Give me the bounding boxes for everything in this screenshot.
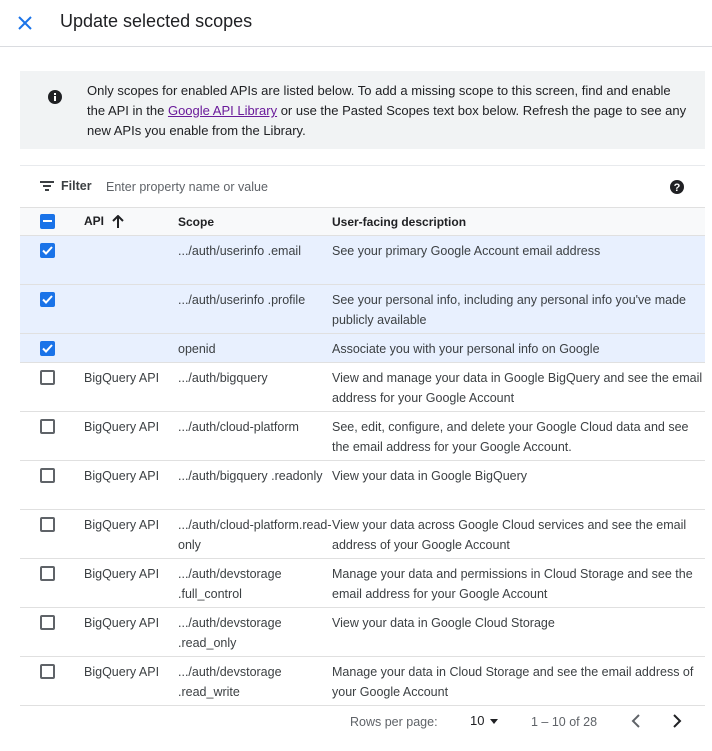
next-page-button[interactable]: [667, 711, 687, 736]
api-library-link[interactable]: Google API Library: [167, 103, 278, 118]
description-cell: See, edit, configure, and delete your Google Cloud data and see the email address for your Google Account.: [332, 420, 689, 454]
chevron-right-icon: [667, 711, 687, 731]
table-row[interactable]: [20, 285, 705, 334]
description-cell: Manage your data in Cloud Storage and see the email address of your Google Account: [332, 665, 694, 699]
row-checkbox[interactable]: [40, 341, 55, 356]
table-body: [20, 236, 705, 706]
table-row[interactable]: [20, 334, 705, 363]
scope-cell: .../auth/devstorage .read_only: [178, 616, 282, 650]
info-text-before: Only scopes for enabled APIs are listed below. To add a missing scope to this screen, find and enable the API in the: [87, 83, 671, 118]
row-checkbox[interactable]: [40, 517, 55, 532]
filter-bar: [20, 165, 705, 207]
api-cell: BigQuery API: [84, 567, 160, 581]
dialog-header: [0, 0, 712, 47]
column-header-description[interactable]: User-facing description: [332, 208, 705, 236]
row-checkbox[interactable]: [40, 664, 55, 679]
rows-per-page-select[interactable]: [470, 713, 502, 728]
row-checkbox-cell: [20, 236, 84, 285]
table-row[interactable]: [20, 510, 705, 559]
api-cell: [84, 236, 178, 285]
info-text: [87, 81, 687, 141]
close-icon: [17, 15, 33, 31]
arrow-up-icon[interactable]: [112, 215, 124, 229]
row-checkbox[interactable]: [40, 566, 55, 581]
scope-cell: .../auth/bigquery: [178, 371, 268, 385]
previous-page-button[interactable]: [626, 711, 646, 736]
row-checkbox[interactable]: [40, 615, 55, 630]
api-cell: BigQuery API: [84, 371, 160, 385]
table-header-row: [20, 208, 705, 236]
info-icon: [47, 89, 63, 105]
select-all-checkbox[interactable]: [40, 214, 55, 229]
table-row[interactable]: [20, 412, 705, 461]
scope-cell: .../auth/userinfo .profile: [178, 293, 306, 307]
filter-label: Filter: [61, 179, 92, 193]
scope-cell: .../auth/bigquery .readonly: [178, 469, 323, 483]
description-cell: View your data in Google BigQuery: [332, 469, 528, 483]
row-checkbox[interactable]: [40, 419, 55, 434]
close-button[interactable]: [14, 12, 36, 34]
help-icon[interactable]: [669, 179, 685, 195]
api-cell: BigQuery API: [84, 518, 160, 532]
dialog-title: Update selected scopes: [60, 11, 253, 31]
api-cell: BigQuery API: [84, 616, 160, 630]
row-checkbox[interactable]: [40, 468, 55, 483]
select-all-cell: [20, 208, 84, 236]
column-header-api[interactable]: [84, 208, 178, 236]
filter-icon: [40, 180, 54, 192]
row-checkbox[interactable]: [40, 243, 55, 258]
pagination: [20, 706, 705, 738]
indeterminate-icon: [43, 220, 52, 223]
table-row[interactable]: [20, 461, 705, 510]
api-cell: [84, 334, 178, 363]
row-checkbox-cell: [20, 559, 84, 608]
description-cell: Associate you with your personal info on Google: [332, 342, 600, 356]
checkmark-icon: [42, 246, 53, 255]
dropdown-arrow-icon: [484, 716, 502, 726]
row-checkbox-cell: [20, 363, 84, 412]
api-cell: BigQuery API: [84, 469, 160, 483]
table-row[interactable]: [20, 236, 705, 285]
api-cell: BigQuery API: [84, 665, 160, 679]
info-banner: [20, 71, 705, 149]
page-range: 1 – 10 of 28: [531, 715, 598, 729]
table-row[interactable]: [20, 559, 705, 608]
rows-per-page-value: 10: [470, 713, 485, 728]
scope-cell: .../auth/cloud-platform: [178, 420, 299, 434]
row-checkbox[interactable]: [40, 370, 55, 385]
scope-cell: .../auth/userinfo .email: [178, 244, 301, 258]
info-text-after: or use the Pasted Scopes text box below. Refresh the page to see any new APIs you enable from the Library.: [87, 103, 687, 138]
description-cell: View your data across Google Cloud services and see the email address of your Google Account: [332, 518, 687, 552]
api-cell: [84, 285, 178, 334]
scope-cell: .../auth/cloud-platform.read-only: [178, 518, 332, 552]
column-header-api-label: API: [84, 214, 105, 229]
description-cell: View and manage your data in Google BigQuery and see the email address for your Google Account: [332, 371, 703, 405]
rows-per-page-label: Rows per page:: [350, 715, 438, 729]
description-cell: Manage your data and permissions in Cloud Storage and see the email address for your Google Account: [332, 567, 693, 601]
table-row[interactable]: [20, 608, 705, 657]
description-cell: View your data in Google Cloud Storage: [332, 616, 555, 630]
row-checkbox[interactable]: [40, 292, 55, 307]
scope-cell: openid: [178, 342, 216, 356]
table-row[interactable]: [20, 657, 705, 706]
row-checkbox-cell: [20, 657, 84, 706]
description-cell: See your personal info, including any personal info you've made publicly available: [332, 293, 686, 327]
row-checkbox-cell: [20, 334, 84, 363]
checkmark-icon: [42, 295, 53, 304]
column-header-scope[interactable]: Scope: [178, 208, 332, 236]
table-row[interactable]: [20, 363, 705, 412]
scope-cell: .../auth/devstorage .read_write: [178, 665, 282, 699]
row-checkbox-cell: [20, 412, 84, 461]
row-checkbox-cell: [20, 608, 84, 657]
api-cell: BigQuery API: [84, 420, 160, 434]
description-cell: See your primary Google Account email address: [332, 244, 601, 258]
svg-text:?: ?: [673, 182, 681, 194]
chevron-left-icon: [626, 711, 646, 731]
row-checkbox-cell: [20, 510, 84, 559]
scopes-table: [20, 207, 705, 706]
row-checkbox-cell: [20, 285, 84, 334]
filter-input[interactable]: [104, 176, 504, 198]
checkmark-icon: [42, 344, 53, 353]
row-checkbox-cell: [20, 461, 84, 510]
scope-cell: .../auth/devstorage .full_control: [178, 567, 282, 601]
